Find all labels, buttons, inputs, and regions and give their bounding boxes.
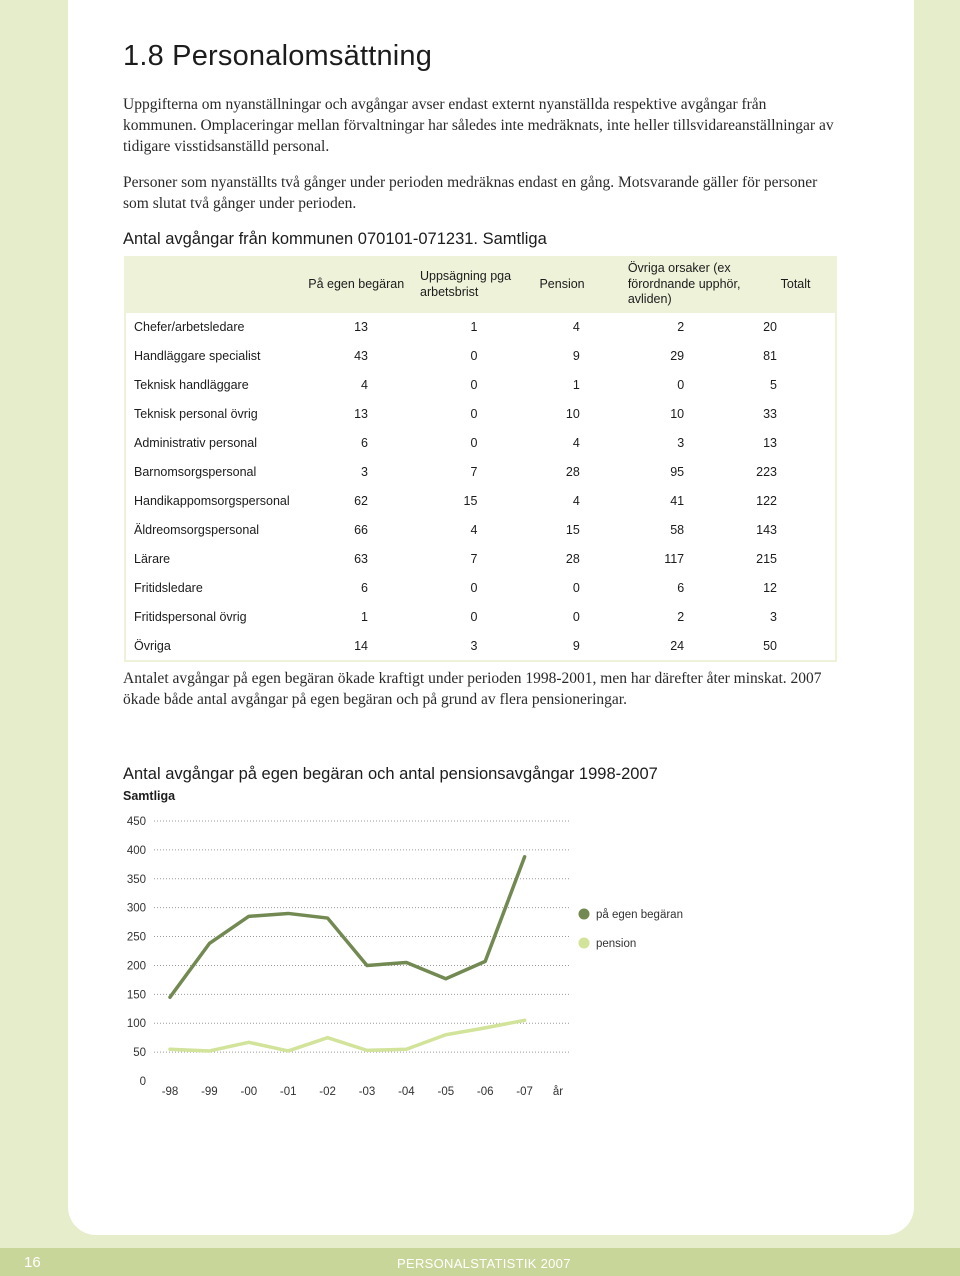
data-point	[405, 1048, 408, 1051]
cell-layoff: 0	[410, 429, 527, 458]
y-tick-label: 200	[126, 960, 146, 973]
cell-total: 81	[756, 342, 836, 371]
cell-own-request: 6	[302, 429, 410, 458]
y-tick-label: 0	[139, 1076, 146, 1088]
cell-layoff: 0	[410, 342, 527, 371]
cell-row-label: Teknisk personal övrig	[125, 400, 302, 429]
x-axis-label: år	[552, 1086, 564, 1098]
cell-layoff: 15	[410, 487, 527, 516]
table-row	[125, 342, 836, 371]
cell-total: 20	[756, 313, 836, 342]
y-tick-label: 350	[126, 873, 146, 886]
x-tick-label: -01	[279, 1086, 297, 1098]
cell-row-label: Fritidspersonal övrig	[125, 603, 302, 632]
data-point	[405, 961, 408, 964]
x-tick-label: -02	[319, 1086, 336, 1098]
data-point	[247, 915, 250, 918]
data-point	[169, 1048, 172, 1051]
table-row	[125, 545, 836, 574]
cell-pension: 4	[527, 429, 617, 458]
header-category	[125, 256, 302, 313]
cell-total: 143	[756, 516, 836, 545]
cell-own-request: 43	[302, 342, 410, 371]
header-other-reasons: Övriga orsaker (ex förordnande upphör, avliden)	[618, 256, 756, 313]
cell-row-label: Lärare	[125, 545, 302, 574]
data-point	[287, 1049, 290, 1052]
cell-row-label: Handikappomsorgspersonal	[125, 487, 302, 516]
cell-own-request: 13	[302, 313, 410, 342]
cell-own-request: 14	[302, 632, 410, 662]
cell-other: 3	[618, 429, 756, 458]
legend-swatch	[579, 938, 590, 949]
x-tick-label: -99	[201, 1086, 218, 1098]
data-point	[444, 977, 447, 980]
cell-layoff: 7	[410, 458, 527, 487]
cell-total: 223	[756, 458, 836, 487]
x-tick-label: -98	[161, 1086, 179, 1098]
chart-subtitle: Samtliga	[123, 789, 176, 803]
cell-own-request: 1	[302, 603, 410, 632]
cell-own-request: 13	[302, 400, 410, 429]
cell-other: 117	[618, 545, 756, 574]
table-row	[125, 487, 836, 516]
cell-total: 12	[756, 574, 836, 603]
page-number: 16	[24, 1254, 41, 1271]
cell-total: 122	[756, 487, 836, 516]
intro-paragraph: Uppgifterna om nyanställningar och avgångar avser endast externt nyanställda respektive avgångar från kommunen. Omplaceringar mellan förvaltningar har således inte medräknats, inte heller tillsvidareanställningar av tidigare visstidsanställd personal.	[123, 96, 834, 155]
cell-total: 33	[756, 400, 836, 429]
data-point	[523, 855, 526, 858]
x-tick-label: -07	[516, 1086, 533, 1098]
departures-line-chart	[110, 805, 710, 1105]
data-point	[326, 1036, 329, 1039]
data-point	[208, 942, 211, 945]
cell-row-label: Chefer/arbetsledare	[125, 313, 302, 342]
method-paragraph: Personer som nyanställts två gånger under perioden medräknas endast en gång. Motsvarande gäller för personer som slutat två gånger under perioden.	[123, 174, 818, 212]
cell-row-label: Äldreomsorgspersonal	[125, 516, 302, 545]
header-own-request: På egen begäran	[302, 256, 410, 313]
x-tick-label: -05	[437, 1086, 455, 1098]
y-tick-label: 300	[126, 902, 146, 915]
cell-row-label: Fritidsledare	[125, 574, 302, 603]
series-line-own-request	[170, 857, 525, 997]
cell-row-label: Barnomsorgspersonal	[125, 458, 302, 487]
cell-pension: 0	[527, 574, 617, 603]
data-point	[484, 1026, 487, 1029]
cell-total: 215	[756, 545, 836, 574]
data-point	[366, 1049, 369, 1052]
cell-other: 2	[618, 313, 756, 342]
publication-title: PERSONALSTATISTIK 2007	[397, 1256, 571, 1271]
data-point	[366, 964, 369, 967]
table-row	[125, 458, 836, 487]
header-layoff: Uppsägning pga arbetsbrist	[410, 256, 527, 313]
cell-total: 5	[756, 371, 836, 400]
y-tick-label: 150	[126, 989, 146, 1002]
cell-pension: 28	[527, 545, 617, 574]
table-row	[125, 429, 836, 458]
table-row	[125, 632, 836, 662]
x-tick-label: -04	[398, 1086, 415, 1098]
data-point	[287, 912, 290, 915]
cell-total: 50	[756, 632, 836, 662]
data-point	[326, 917, 329, 920]
cell-row-label: Administrativ personal	[125, 429, 302, 458]
cell-layoff: 0	[410, 574, 527, 603]
cell-layoff: 3	[410, 632, 527, 662]
chart-title: Antal avgångar på egen begäran och antal pensionsavgångar 1998-2007	[123, 765, 658, 783]
header-pension: Pension	[527, 256, 617, 313]
y-tick-label: 100	[126, 1018, 146, 1031]
cell-pension: 10	[527, 400, 617, 429]
cell-pension: 4	[527, 313, 617, 342]
table-header-row	[125, 256, 836, 313]
cell-own-request: 4	[302, 371, 410, 400]
cell-other: 6	[618, 574, 756, 603]
table-row	[125, 371, 836, 400]
cell-pension: 1	[527, 371, 617, 400]
cell-other: 24	[618, 632, 756, 662]
legend-label: på egen begäran	[596, 909, 683, 921]
x-tick-label: -00	[240, 1086, 258, 1098]
y-tick-label: 50	[133, 1047, 146, 1060]
table-row	[125, 400, 836, 429]
y-tick-label: 450	[126, 816, 146, 828]
y-tick-label: 400	[126, 844, 146, 857]
legend-label: pension	[596, 938, 637, 950]
table-row	[125, 516, 836, 545]
table-row	[125, 313, 836, 342]
cell-other: 41	[618, 487, 756, 516]
table-row	[125, 574, 836, 603]
cell-total: 13	[756, 429, 836, 458]
cell-row-label: Övriga	[125, 632, 302, 662]
cell-layoff: 0	[410, 603, 527, 632]
cell-layoff: 1	[410, 313, 527, 342]
table-title: Antal avgångar från kommunen 070101-071231. Samtliga	[123, 230, 547, 248]
cell-own-request: 63	[302, 545, 410, 574]
cell-row-label: Handläggare specialist	[125, 342, 302, 371]
cell-pension: 9	[527, 632, 617, 662]
cell-pension: 4	[527, 487, 617, 516]
series-line-pension	[170, 1020, 525, 1051]
cell-other: 2	[618, 603, 756, 632]
cell-own-request: 62	[302, 487, 410, 516]
cell-pension: 28	[527, 458, 617, 487]
cell-pension: 15	[527, 516, 617, 545]
departures-table	[124, 256, 837, 662]
data-point	[247, 1041, 250, 1044]
cell-total: 3	[756, 603, 836, 632]
cell-pension: 9	[527, 342, 617, 371]
cell-layoff: 4	[410, 516, 527, 545]
cell-row-label: Teknisk handläggare	[125, 371, 302, 400]
cell-other: 58	[618, 516, 756, 545]
data-point	[169, 996, 172, 999]
data-point	[484, 960, 487, 963]
table-row	[125, 603, 836, 632]
cell-layoff: 0	[410, 371, 527, 400]
cell-layoff: 0	[410, 400, 527, 429]
page-title: 1.8 Personalomsättning	[123, 40, 433, 72]
cell-other: 95	[618, 458, 756, 487]
cell-pension: 0	[527, 603, 617, 632]
header-total: Totalt	[756, 256, 836, 313]
cell-layoff: 7	[410, 545, 527, 574]
y-tick-label: 250	[126, 931, 146, 944]
cell-own-request: 6	[302, 574, 410, 603]
data-point	[208, 1049, 211, 1052]
cell-other: 10	[618, 400, 756, 429]
trend-paragraph: Antalet avgångar på egen begäran ökade kraftigt under perioden 1998-2001, men har därefter åter minskat. 2007 ökade både antal avgångar på egen begäran och på grund av flera pensioneringar.	[123, 670, 822, 708]
x-tick-label: -03	[358, 1086, 376, 1098]
data-point	[444, 1033, 447, 1036]
data-point	[523, 1019, 526, 1022]
cell-own-request: 3	[302, 458, 410, 487]
cell-own-request: 66	[302, 516, 410, 545]
cell-other: 29	[618, 342, 756, 371]
x-tick-label: -06	[476, 1086, 494, 1098]
legend-swatch	[579, 909, 590, 920]
cell-other: 0	[618, 371, 756, 400]
